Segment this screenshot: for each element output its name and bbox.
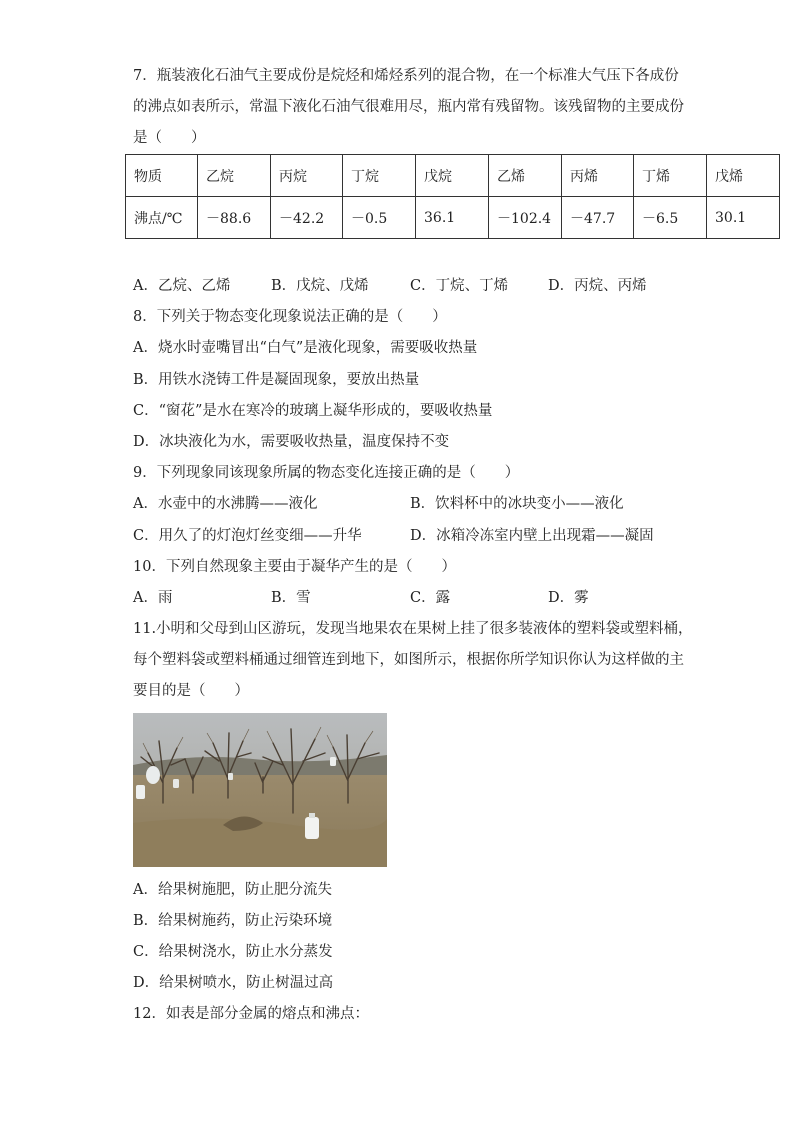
table-cell: 丁烯	[634, 155, 707, 197]
orchard-photo	[133, 713, 387, 867]
q10-option-b: B．雪	[271, 590, 311, 606]
q12-stem: 12．如表是部分金属的熔点和沸点：	[133, 1006, 369, 1022]
q7-stem-line-3: 是（ ）	[133, 130, 206, 146]
table-cell: －6.5	[634, 197, 707, 239]
q11-option-d: D．给果树喷水，防止树温过高	[133, 975, 334, 991]
table-cell: 沸点/℃	[126, 197, 198, 239]
table-cell: 丙烯	[562, 155, 634, 197]
q7-option-d: D．丙烷、丙烯	[548, 278, 647, 294]
q9-stem: 9．下列现象同该现象所属的物态变化连接正确的是（ ）	[133, 465, 520, 481]
q10-stem: 10．下列自然现象主要由于凝华产生的是（ ）	[133, 559, 456, 575]
table-cell: 30.1	[707, 197, 780, 239]
q8-stem: 8．下列关于物态变化现象说法正确的是（ ）	[133, 309, 447, 325]
table-cell: 乙烷	[198, 155, 271, 197]
q9-option-d: D．冰箱冷冻室内壁上出现霜——凝固	[410, 528, 654, 544]
q9-option-a: A．水壶中的水沸腾——液化	[133, 496, 318, 512]
q8-option-b: B．用铁水浇铸工件是凝固现象，要放出热量	[133, 372, 420, 388]
table-cell: －88.6	[198, 197, 271, 239]
table-row	[126, 197, 780, 239]
q11-option-c: C．给果树浇水，防止水分蒸发	[133, 944, 333, 960]
q11-stem-line-3: 要目的是（ ）	[133, 683, 249, 699]
table-cell: 丁烷	[343, 155, 416, 197]
table-cell: －0.5	[343, 197, 416, 239]
table-cell: 乙烯	[489, 155, 562, 197]
q7-stem-line-1: 7．瓶装液化石油气主要成份是烷烃和烯烃系列的混合物，在一个标准大气压下各成份	[133, 68, 679, 84]
q11-stem-line-2: 每个塑料袋或塑料桶通过细管连到地下，如图所示，根据你所学知识你认为这样做的主	[133, 652, 684, 668]
q10-option-a: A．雨	[133, 590, 173, 606]
table-cell: 丙烷	[271, 155, 343, 197]
table-header-row	[126, 155, 780, 197]
q11-stem-line-1: 11.小明和父母到山区游玩，发现当地果农在果树上挂了很多装液体的塑料袋或塑料桶，	[133, 621, 693, 637]
table-cell: －42.2	[271, 197, 343, 239]
q9-option-c: C．用久了的灯泡灯丝变细——升华	[133, 528, 362, 544]
table-cell: 物质	[126, 155, 198, 197]
table-cell: 戊烯	[707, 155, 780, 197]
q7-option-a: A．乙烷、乙烯	[133, 278, 231, 294]
q10-option-c: C．露	[410, 590, 451, 606]
q10-option-d: D．雾	[548, 590, 589, 606]
q8-option-c: C．“窗花”是水在寒冷的玻璃上凝华形成的，要吸收热量	[133, 403, 493, 419]
table-cell: 36.1	[416, 197, 489, 239]
q11-option-b: B．给果树施药，防止污染环境	[133, 913, 333, 929]
q8-option-a: A．烧水时壶嘴冒出“白气”是液化现象，需要吸收热量	[133, 340, 478, 356]
q8-option-d: D．冰块液化为水，需要吸收热量，温度保持不变	[133, 434, 450, 450]
table-cell: －47.7	[562, 197, 634, 239]
table-cell: －102.4	[489, 197, 562, 239]
boiling-point-table	[125, 154, 780, 239]
q7-stem-line-2: 的沸点如表所示，常温下液化石油气很难用尽，瓶内常有残留物。该残留物的主要成份	[133, 99, 684, 115]
q7-option-b: B．戊烷、戊烯	[271, 278, 369, 294]
q7-option-c: C．丁烷、丁烯	[410, 278, 509, 294]
table-cell: 戊烷	[416, 155, 489, 197]
q9-option-b: B．饮料杯中的冰块变小——液化	[410, 496, 624, 512]
q11-option-a: A．给果树施肥，防止肥分流失	[133, 882, 332, 898]
